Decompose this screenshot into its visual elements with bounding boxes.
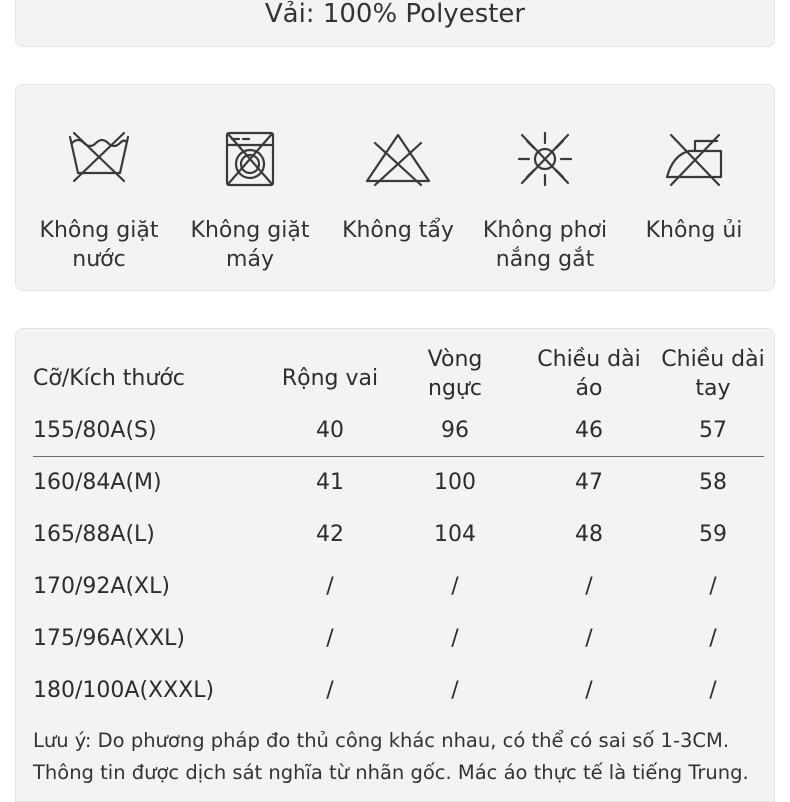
header-line: Vòng [427,347,483,372]
body-length-cell: / [585,678,593,703]
chest-cell: 100 [434,470,476,495]
shoulder-cell: 41 [316,470,344,495]
body-length-cell: 47 [575,470,603,495]
care-label-line: máy [226,247,274,272]
measurement-note: Lưu ý: Do phương pháp đo thủ công khác nhau, có thể có sai số 1-3CM. [33,729,730,752]
sleeve-length-cell: / [709,574,717,599]
chest-cell: 96 [441,418,469,443]
sleeve-length-cell: 59 [699,522,727,547]
chest-cell: 104 [434,522,476,547]
size-cell: 160/84A(M) [33,470,162,495]
sleeve-length-cell: / [709,678,717,703]
size-cell: 175/96A(XXL) [33,626,186,651]
no-iron-icon [659,129,729,189]
size-cell: 155/80A(S) [33,418,157,443]
sleeve-length-cell: 58 [699,470,727,495]
chest-cell: / [451,678,459,703]
table-divider [33,456,764,457]
care-label-line: Không phơi [482,218,608,243]
care-label [470,216,620,274]
shoulder-cell: / [326,678,334,703]
body-length-cell: / [585,626,593,651]
header-chest [390,345,520,403]
chest-cell: / [451,626,459,651]
care-label-line: Không tẩy [342,218,454,243]
header-line: Chiều dài [661,347,765,372]
body-length-cell: / [585,574,593,599]
size-cell: 180/100A(XXXL) [33,678,215,703]
care-label-line: nước [72,247,126,272]
header-body-length [524,345,654,403]
header-line: ngực [428,376,482,401]
size-cell: 165/88A(L) [33,522,155,547]
no-machine-wash-icon [215,129,285,189]
care-label-line: Không ủi [645,218,743,243]
sleeve-length-cell: / [709,626,717,651]
size-table-panel [15,328,775,802]
fabric-composition: Vải: 100% Polyester [264,0,526,29]
chest-cell: / [451,574,459,599]
care-label-line: nắng gắt [495,247,595,272]
no-wash-icon [64,129,134,189]
shoulder-cell: 42 [316,522,344,547]
body-length-cell: 46 [575,418,603,443]
care-label-line: Không giặt [39,218,159,243]
care-label-line: Không giặt [190,218,310,243]
fabric-panel [15,0,775,47]
translation-note: Thông tin được dịch sát nghĩa từ nhãn gốc. Mác áo thực tế là tiếng Trung. [33,761,749,784]
size-cell: 170/92A(XL) [33,574,170,599]
header-size: Cỡ/Kích thước [33,366,185,391]
no-bleach-icon [363,129,433,189]
care-label [323,216,473,245]
header-line: áo [575,376,603,401]
care-label [619,216,769,245]
care-instructions-panel [15,84,775,291]
body-length-cell: 48 [575,522,603,547]
shoulder-cell: 40 [316,418,344,443]
shoulder-cell: / [326,626,334,651]
shoulder-cell: / [326,574,334,599]
header-sleeve-length [648,345,778,403]
header-line: tay [695,376,731,401]
sleeve-length-cell: 57 [699,418,727,443]
no-sun-dry-icon [510,129,580,189]
header-shoulder-width: Rộng vai [281,366,379,391]
care-label [24,216,174,274]
header-line: Chiều dài [537,347,641,372]
care-label [175,216,325,274]
